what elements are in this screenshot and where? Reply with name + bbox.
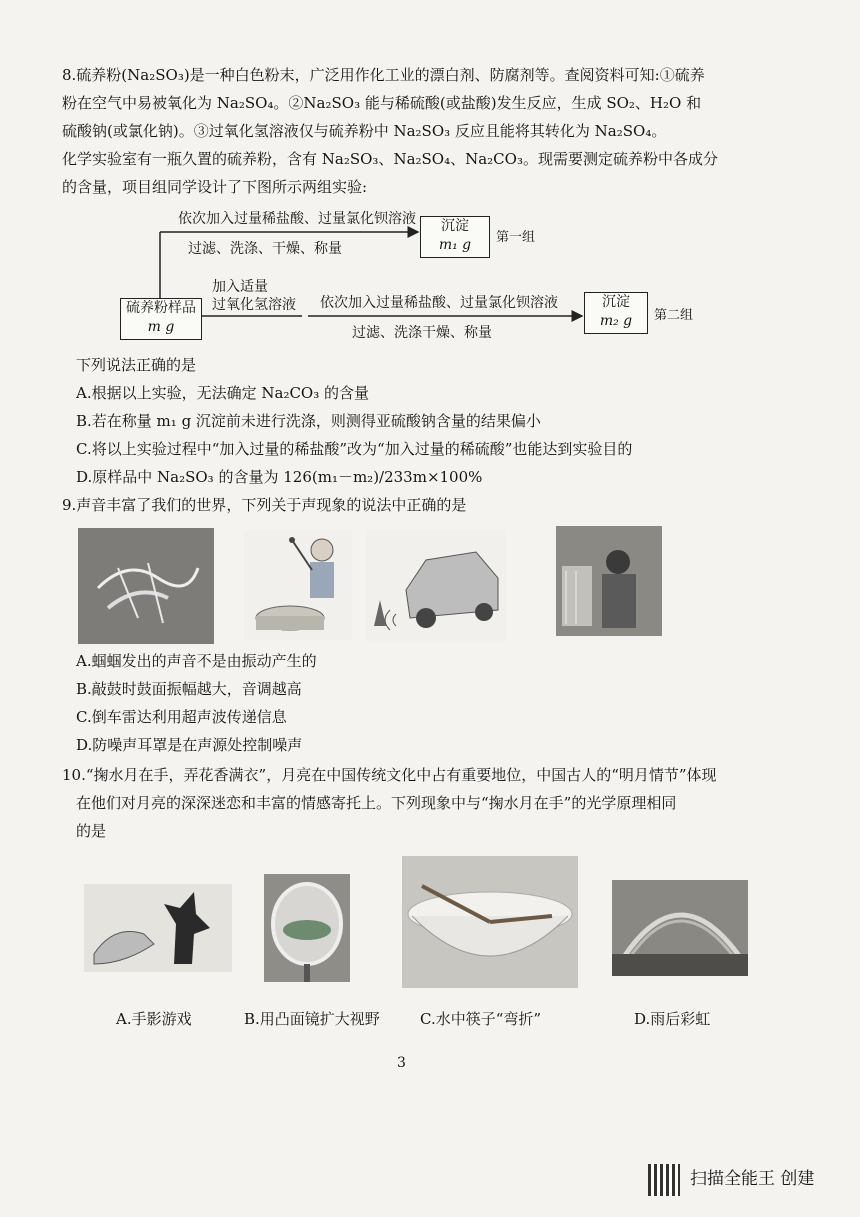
page-number: 3 xyxy=(397,1055,406,1071)
q8-option-a: A.根据以上实验，无法确定 Na₂CO₃ 的含量 xyxy=(76,384,370,402)
q10-caption-a: A.手影游戏 xyxy=(116,1010,192,1028)
q10-caption-c: C.水中筷子“弯折” xyxy=(420,1010,542,1028)
hand-shadow-image xyxy=(84,884,232,972)
q8-line4: 化学实验室有一瓶久置的硫养粉，含有 Na₂SO₃、Na₂SO₄、Na₂CO₃。现需要测定硫养粉中各成分 xyxy=(62,150,718,168)
box1-title: 沉淀 xyxy=(441,218,469,234)
footer-watermark: 扫描全能王 创建 xyxy=(690,1169,815,1189)
q10-line3: 的是 xyxy=(76,822,107,840)
flow-top-label1: 依次加入过量稀盐酸、过量氯化钡溶液 xyxy=(178,211,416,227)
q9-option-a: A.蝈蝈发出的声音不是由振动产生的 xyxy=(76,652,317,670)
q8-line5: 的含量，项目组同学设计了下图所示两组实验: xyxy=(62,178,368,196)
bent-chopsticks-image xyxy=(402,856,578,988)
precipitate-box-2 xyxy=(584,292,648,334)
drum-boy-image xyxy=(244,530,352,640)
q10-line1: 10.“掬水月在手，弄花香满衣”，月亮在中国传统文化中占有重要地位，中国古人的“明月情节”体现 xyxy=(62,766,717,784)
qr-code-icon xyxy=(648,1164,680,1196)
q8-prompt: 下列说法正确的是 xyxy=(76,356,197,374)
flow-diagram xyxy=(0,0,860,360)
sample-box xyxy=(120,298,202,340)
convex-mirror-image xyxy=(264,874,350,982)
q10-caption-b: B.用凸面镜扩大视野 xyxy=(244,1010,380,1028)
q8-line2: 粉在空气中易被氧化为 Na₂SO₄。②Na₂SO₃ 能与稀硫酸(或盐酸)发生反应，生成 SO₂、H₂O 和 xyxy=(62,94,702,112)
precipitate-box-1 xyxy=(420,216,490,258)
group2-label: 第二组 xyxy=(654,308,694,323)
katydid-image xyxy=(78,528,214,644)
rainbow-image xyxy=(612,880,748,976)
flow-mid-label2: 过氧化氢溶液 xyxy=(212,297,296,313)
q9-stem: 9.声音丰富了我们的世界，下列关于声现象的说法中正确的是 xyxy=(62,496,467,514)
reversing-radar-image xyxy=(366,530,506,642)
q9-option-c: C.倒车雷达利用超声波传递信息 xyxy=(76,708,287,726)
flow-top-label2: 过滤、洗涤、干燥、称量 xyxy=(188,241,342,257)
q10-line2: 在他们对月亮的深深迷恋和丰富的情感寄托上。下列现象中与“掬水月在手”的光学原理相同 xyxy=(76,794,677,812)
q10-caption-d: D.雨后彩虹 xyxy=(634,1010,711,1028)
q9-option-d: D.防噪声耳罩是在声源处控制噪声 xyxy=(76,736,303,754)
sample-title: 硫养粉样品 xyxy=(126,300,196,316)
factory-worker-image xyxy=(556,526,662,636)
box2-title: 沉淀 xyxy=(602,294,630,310)
q8-line1: 8.硫养粉(Na₂SO₃)是一种白色粉末，广泛用作化工业的漂白剂、防腐剂等。查阅资料可知:①硫养 xyxy=(62,66,705,84)
sample-mass: m g xyxy=(147,319,175,335)
q8-option-c: C.将以上实验过程中“加入过量的稀盐酸”改为“加入过量的稀硫酸”也能达到实验目的 xyxy=(76,440,633,458)
box1-mass: m₁ g xyxy=(438,237,472,253)
box2-mass: m₂ g xyxy=(599,313,633,329)
flow-bottom-label1: 依次加入过量稀盐酸、过量氯化钡溶液 xyxy=(320,295,558,311)
flow-bottom-label2: 过滤、洗涤干燥、称量 xyxy=(352,325,492,341)
group1-label: 第一组 xyxy=(496,230,536,245)
q9-option-b: B.敲鼓时鼓面振幅越大，音调越高 xyxy=(76,680,302,698)
flow-mid-label1: 加入适量 xyxy=(212,279,268,295)
q8-option-b: B.若在称量 m₁ g 沉淀前未进行洗涤，则测得亚硫酸钠含量的结果偏小 xyxy=(76,412,541,430)
q8-line3: 硫酸钠(或氯化钠)。③过氧化氢溶液仅与硫养粉中 Na₂SO₃ 反应且能将其转化为 Na₂SO₄。 xyxy=(62,122,667,140)
q8-option-d: D.原样品中 Na₂SO₃ 的含量为 126(m₁－m₂)/233m×100% xyxy=(76,468,483,486)
